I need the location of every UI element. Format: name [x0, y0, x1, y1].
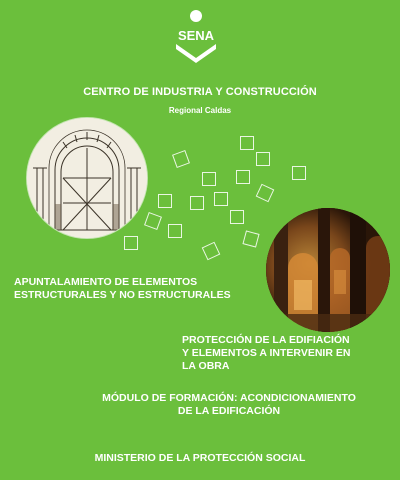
deco-square: [202, 242, 221, 261]
proteccion-line: PROTECCIÓN DE LA EDIFIACIÓN: [182, 334, 350, 346]
arch-drawing-image: [27, 118, 147, 238]
regional-label: Regional Caldas: [168, 106, 232, 115]
deco-square: [214, 192, 228, 206]
deco-square: [124, 236, 138, 250]
interior-photo-image: [266, 208, 390, 332]
deco-square: [236, 170, 250, 184]
deco-square: [230, 210, 244, 224]
proteccion-line: Y ELEMENTOS A INTERVENIR EN: [182, 347, 351, 359]
apuntalamiento-line: APUNTALAMIENTO DE ELEMENTOS: [14, 276, 198, 288]
apuntalamiento-title: [14, 276, 274, 302]
deco-square: [172, 150, 190, 168]
deco-square: [158, 194, 172, 208]
modulo-title: [84, 392, 374, 418]
deco-square: [168, 224, 182, 238]
deco-square: [190, 196, 204, 210]
logo-wordmark: SENA: [177, 28, 215, 43]
deco-square: [292, 166, 306, 180]
modulo-line: DE LA EDIFICACIÓN: [177, 405, 281, 417]
deco-square: [256, 152, 270, 166]
proteccion-line: LA OBRA: [182, 360, 230, 372]
ministerio-label: MINISTERIO DE LA PROTECCIÓN SOCIAL: [94, 452, 306, 464]
apuntalamiento-line: ESTRUCTURALES Y NO ESTRUCTURALES: [14, 289, 231, 301]
deco-square: [144, 212, 162, 230]
deco-square: [256, 184, 275, 203]
proteccion-title: [182, 334, 392, 373]
deco-square: [240, 136, 254, 150]
sena-logo: [166, 8, 226, 66]
deco-square: [202, 172, 216, 186]
modulo-line: MÓDULO DE FORMACIÓN: ACONDICIONAMIENTO: [102, 392, 356, 404]
center-title: CENTRO DE INDUSTRIA Y CONSTRUCCIÓN: [83, 86, 317, 98]
deco-square: [242, 230, 259, 247]
